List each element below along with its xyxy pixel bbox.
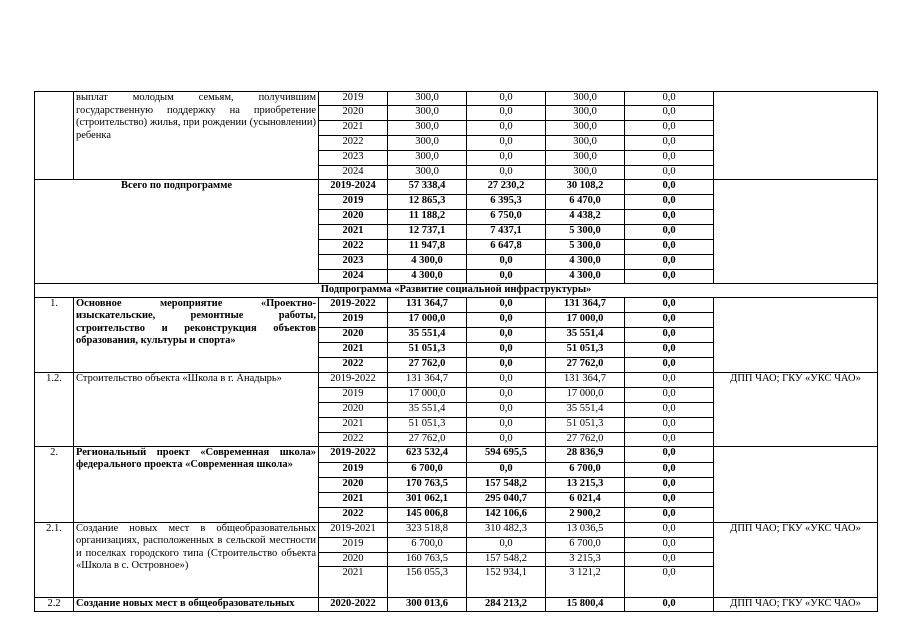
okrug-cell: 30 108,2 (546, 180, 625, 195)
total-cell: 301 062,1 (388, 492, 467, 507)
year-cell: 2022 (319, 357, 388, 372)
federal-cell: 0,0 (467, 462, 546, 477)
item-number: 1.2. (35, 372, 74, 446)
municipal-cell: 0,0 (625, 522, 714, 537)
executor-cell: ДПП ЧАО; ГКУ «УКС ЧАО» (714, 372, 878, 446)
federal-cell: 0,0 (467, 106, 546, 121)
total-cell: 300,0 (388, 136, 467, 151)
table-row (35, 297, 878, 312)
okrug-cell: 15 800,4 (546, 597, 625, 611)
table-body (35, 91, 878, 611)
municipal-cell: 0,0 (625, 552, 714, 566)
year-cell: 2023 (319, 255, 388, 270)
total-cell: 12 865,3 (388, 195, 467, 210)
federal-cell: 0,0 (467, 166, 546, 180)
executor-cell (714, 92, 878, 180)
municipal-cell: 0,0 (625, 240, 714, 255)
item-number (35, 92, 74, 180)
federal-cell: 0,0 (467, 136, 546, 151)
item-description: выплат молодым семьям, получившим государственную поддержку на приобретение (строительство) жилья, при рождении (усыновлении) ребенка (74, 92, 319, 180)
total-cell: 145 006,8 (388, 507, 467, 522)
year-cell: 2020 (319, 210, 388, 225)
municipal-cell: 0,0 (625, 136, 714, 151)
total-cell: 6 700,0 (388, 462, 467, 477)
federal-cell: 0,0 (467, 387, 546, 402)
federal-cell: 0,0 (467, 402, 546, 417)
federal-cell: 6 750,0 (467, 210, 546, 225)
okrug-cell: 51 051,3 (546, 417, 625, 432)
year-cell: 2021 (319, 492, 388, 507)
okrug-cell: 5 300,0 (546, 240, 625, 255)
federal-cell: 0,0 (467, 151, 546, 166)
okrug-cell: 3 121,2 (546, 566, 625, 597)
item-description: Основное мероприятие «Проектно-изыскательские, ремонтные работы, строительство и реконструкция объектов образования, культуры и спорта» (74, 297, 319, 372)
federal-cell: 6 395,3 (467, 195, 546, 210)
total-cell: 323 518,8 (388, 522, 467, 537)
okrug-cell: 300,0 (546, 151, 625, 166)
total-cell: 170 763,5 (388, 477, 467, 492)
municipal-cell: 0,0 (625, 402, 714, 417)
year-cell: 2020 (319, 106, 388, 121)
year-cell: 2019-2021 (319, 522, 388, 537)
year-cell: 2019 (319, 92, 388, 106)
okrug-cell: 131 364,7 (546, 372, 625, 387)
total-cell: 57 338,4 (388, 180, 467, 195)
year-cell: 2023 (319, 151, 388, 166)
total-cell: 17 000,0 (388, 387, 467, 402)
okrug-cell: 5 300,0 (546, 225, 625, 240)
federal-cell: 157 548,2 (467, 477, 546, 492)
year-cell: 2021 (319, 121, 388, 136)
federal-cell: 0,0 (467, 270, 546, 284)
total-cell: 12 737,1 (388, 225, 467, 240)
okrug-cell: 13 036,5 (546, 522, 625, 537)
total-cell: 300 013,6 (388, 597, 467, 611)
total-cell: 27 762,0 (388, 357, 467, 372)
federal-cell: 0,0 (467, 255, 546, 270)
federal-cell: 310 482,3 (467, 522, 546, 537)
municipal-cell: 0,0 (625, 477, 714, 492)
year-cell: 2022 (319, 136, 388, 151)
item-description: Создание новых мест в общеобразовательных организациях, расположенных в сельской местности и поселках городского типа (Строительство объекта «Школа в с. Островное») (74, 522, 319, 597)
municipal-cell: 0,0 (625, 151, 714, 166)
federal-cell: 295 040,7 (467, 492, 546, 507)
municipal-cell: 0,0 (625, 507, 714, 522)
executor-cell (714, 297, 878, 372)
federal-cell: 142 106,6 (467, 507, 546, 522)
total-cell: 300,0 (388, 92, 467, 106)
total-cell: 300,0 (388, 166, 467, 180)
year-cell: 2024 (319, 270, 388, 284)
total-cell: 27 762,0 (388, 432, 467, 446)
federal-cell: 27 230,2 (467, 180, 546, 195)
federal-cell: 594 695,5 (467, 446, 546, 462)
municipal-cell: 0,0 (625, 387, 714, 402)
okrug-cell: 6 021,4 (546, 492, 625, 507)
table-row (35, 446, 878, 462)
okrug-cell: 4 300,0 (546, 270, 625, 284)
municipal-cell: 0,0 (625, 312, 714, 327)
okrug-cell: 300,0 (546, 136, 625, 151)
section-row (35, 284, 878, 298)
item-description: Создание новых мест в общеобразовательных (74, 597, 319, 611)
total-cell: 35 551,4 (388, 402, 467, 417)
year-cell: 2019-2022 (319, 372, 388, 387)
municipal-cell: 0,0 (625, 357, 714, 372)
table-row (35, 597, 878, 611)
municipal-cell: 0,0 (625, 537, 714, 552)
total-cell: 51 051,3 (388, 342, 467, 357)
total-label: Всего по подпрограмме (35, 180, 319, 284)
municipal-cell: 0,0 (625, 225, 714, 240)
item-number: 2.1. (35, 522, 74, 597)
okrug-cell: 4 438,2 (546, 210, 625, 225)
total-cell: 623 532,4 (388, 446, 467, 462)
okrug-cell: 3 215,3 (546, 552, 625, 566)
total-cell: 35 551,4 (388, 327, 467, 342)
federal-cell: 0,0 (467, 121, 546, 136)
total-cell: 300,0 (388, 106, 467, 121)
okrug-cell: 2 900,2 (546, 507, 625, 522)
section-title: Подпрограмма «Развитие социальной инфраструктуры» (35, 284, 878, 298)
federal-cell: 7 437,1 (467, 225, 546, 240)
year-cell: 2019 (319, 462, 388, 477)
municipal-cell: 0,0 (625, 270, 714, 284)
okrug-cell: 51 051,3 (546, 342, 625, 357)
okrug-cell: 300,0 (546, 166, 625, 180)
total-cell: 131 364,7 (388, 372, 467, 387)
okrug-cell: 300,0 (546, 92, 625, 106)
year-cell: 2020 (319, 477, 388, 492)
okrug-cell: 28 836,9 (546, 446, 625, 462)
year-cell: 2019 (319, 537, 388, 552)
municipal-cell: 0,0 (625, 106, 714, 121)
okrug-cell: 17 000,0 (546, 312, 625, 327)
table-row (35, 92, 878, 106)
okrug-cell: 6 470,0 (546, 195, 625, 210)
municipal-cell: 0,0 (625, 372, 714, 387)
okrug-cell: 6 700,0 (546, 462, 625, 477)
item-number: 1. (35, 297, 74, 372)
municipal-cell: 0,0 (625, 297, 714, 312)
total-cell: 17 000,0 (388, 312, 467, 327)
year-cell: 2020-2022 (319, 597, 388, 611)
okrug-cell: 35 551,4 (546, 402, 625, 417)
municipal-cell: 0,0 (625, 195, 714, 210)
year-cell: 2022 (319, 240, 388, 255)
year-cell: 2020 (319, 327, 388, 342)
municipal-cell: 0,0 (625, 417, 714, 432)
executor-cell (714, 446, 878, 522)
federal-cell: 157 548,2 (467, 552, 546, 566)
year-cell: 2021 (319, 417, 388, 432)
federal-cell: 0,0 (467, 312, 546, 327)
executor-cell: ДПП ЧАО; ГКУ «УКС ЧАО» (714, 597, 878, 611)
federal-cell: 6 647,8 (467, 240, 546, 255)
year-cell: 2019-2022 (319, 446, 388, 462)
year-cell: 2021 (319, 566, 388, 597)
okrug-cell: 13 215,3 (546, 477, 625, 492)
total-cell: 6 700,0 (388, 537, 467, 552)
federal-cell: 0,0 (467, 432, 546, 446)
total-cell: 300,0 (388, 151, 467, 166)
year-cell: 2019 (319, 195, 388, 210)
okrug-cell: 27 762,0 (546, 432, 625, 446)
budget-table (34, 91, 878, 612)
executor-cell (714, 180, 878, 284)
table-row (35, 372, 878, 387)
year-cell: 2021 (319, 342, 388, 357)
year-cell: 2021 (319, 225, 388, 240)
federal-cell: 0,0 (467, 417, 546, 432)
municipal-cell: 0,0 (625, 166, 714, 180)
year-cell: 2020 (319, 552, 388, 566)
total-cell: 160 763,5 (388, 552, 467, 566)
year-cell: 2022 (319, 507, 388, 522)
year-cell: 2024 (319, 166, 388, 180)
municipal-cell: 0,0 (625, 462, 714, 477)
municipal-cell: 0,0 (625, 180, 714, 195)
year-cell: 2019-2022 (319, 297, 388, 312)
item-number: 2.2 (35, 597, 74, 611)
year-cell: 2022 (319, 432, 388, 446)
municipal-cell: 0,0 (625, 121, 714, 136)
total-cell: 51 051,3 (388, 417, 467, 432)
executor-cell: ДПП ЧАО; ГКУ «УКС ЧАО» (714, 522, 878, 597)
federal-cell: 0,0 (467, 327, 546, 342)
item-description: Региональный проект «Современная школа» федерального проекта «Современная школа» (74, 446, 319, 522)
total-cell: 156 055,3 (388, 566, 467, 597)
municipal-cell: 0,0 (625, 492, 714, 507)
federal-cell: 0,0 (467, 372, 546, 387)
total-cell: 300,0 (388, 121, 467, 136)
okrug-cell: 300,0 (546, 121, 625, 136)
federal-cell: 0,0 (467, 537, 546, 552)
municipal-cell: 0,0 (625, 255, 714, 270)
municipal-cell: 0,0 (625, 432, 714, 446)
year-cell: 2019 (319, 387, 388, 402)
federal-cell: 0,0 (467, 357, 546, 372)
municipal-cell: 0,0 (625, 92, 714, 106)
okrug-cell: 27 762,0 (546, 357, 625, 372)
federal-cell: 0,0 (467, 92, 546, 106)
year-cell: 2020 (319, 402, 388, 417)
total-cell: 4 300,0 (388, 270, 467, 284)
total-cell: 11 188,2 (388, 210, 467, 225)
federal-cell: 284 213,2 (467, 597, 546, 611)
federal-cell: 0,0 (467, 342, 546, 357)
okrug-cell: 17 000,0 (546, 387, 625, 402)
year-cell: 2019 (319, 312, 388, 327)
item-description: Строительство объекта «Школа в г. Анадырь» (74, 372, 319, 446)
okrug-cell: 4 300,0 (546, 255, 625, 270)
federal-cell: 152 934,1 (467, 566, 546, 597)
okrug-cell: 35 551,4 (546, 327, 625, 342)
municipal-cell: 0,0 (625, 566, 714, 597)
total-cell: 11 947,8 (388, 240, 467, 255)
table-row (35, 180, 878, 195)
item-number: 2. (35, 446, 74, 522)
municipal-cell: 0,0 (625, 210, 714, 225)
okrug-cell: 6 700,0 (546, 537, 625, 552)
total-cell: 131 364,7 (388, 297, 467, 312)
federal-cell: 0,0 (467, 297, 546, 312)
municipal-cell: 0,0 (625, 597, 714, 611)
municipal-cell: 0,0 (625, 327, 714, 342)
okrug-cell: 131 364,7 (546, 297, 625, 312)
year-cell: 2019-2024 (319, 180, 388, 195)
municipal-cell: 0,0 (625, 342, 714, 357)
table-row (35, 522, 878, 537)
okrug-cell: 300,0 (546, 106, 625, 121)
municipal-cell: 0,0 (625, 446, 714, 462)
total-cell: 4 300,0 (388, 255, 467, 270)
